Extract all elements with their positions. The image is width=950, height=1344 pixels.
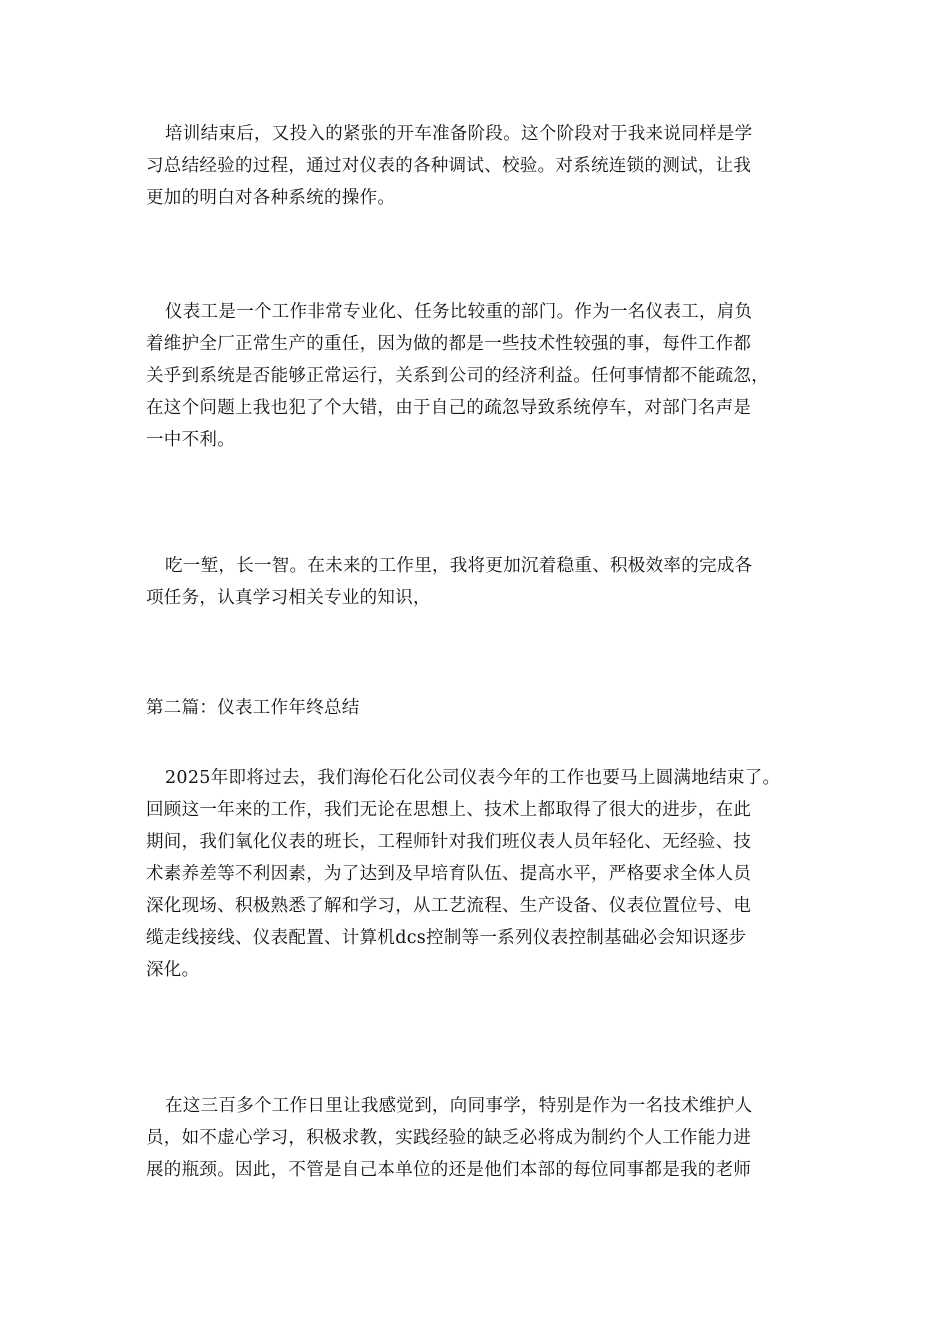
text-line: 深化。: [146, 960, 200, 980]
section-title: 第二篇：仪表工作年终总结: [146, 698, 360, 718]
text-line: 仪表工是一个工作非常专业化、任务比较重的部门。作为一名仪表工，肩负: [165, 302, 753, 322]
text-line: 培训结束后，又投入的紧张的开车准备阶段。这个阶段对于我来说同样是学: [165, 124, 753, 144]
text-line: 缆走线接线、仪表配置、计算机dcs控制等一系列仪表控制基础必会知识逐步: [146, 928, 747, 948]
text-line: 展的瓶颈。因此，不管是自己本单位的还是他们本部的每位同事都是我的老师: [146, 1160, 752, 1180]
text-line: 项任务，认真学习相关专业的知识，: [146, 588, 431, 608]
text-line: 2025年即将过去，我们海伦石化公司仪表今年的工作也要马上圆满地结束了。: [165, 768, 781, 788]
text-line: 在这三百多个工作日里让我感觉到，向同事学，特别是作为一名技术维护人: [165, 1096, 753, 1116]
text-line: 关乎到系统是否能够正常运行，关系到公司的经济利益。任何事情都不能疏忽，: [146, 366, 769, 386]
text-line: 吃一堑，长一智。在未来的工作里，我将更加沉着稳重、积极效率的完成各: [165, 556, 753, 576]
paragraph-lesson-learned: [146, 550, 806, 614]
text-line: 一中不利。: [146, 430, 235, 450]
text-line: 深化现场、积极熟悉了解和学习，从工艺流程、生产设备、仪表位置位号、电: [146, 896, 752, 916]
text-line: 期间，我们氧化仪表的班长，工程师针对我们班仪表人员年轻化、无经验、技: [146, 832, 752, 852]
paragraph-training-end: [146, 118, 806, 214]
text-line: 习总结经验的过程，通过对仪表的各种调试、校验。对系统连锁的测试，让我: [146, 156, 752, 176]
text-line: 更加的明白对各种系统的操作。: [146, 188, 396, 208]
text-line: 在这个问题上我也犯了个大错，由于自己的疏忽导致系统停车，对部门名声是: [146, 398, 752, 418]
paragraph-learning-from-colleagues: [146, 1090, 806, 1186]
paragraph-year-review: [146, 762, 806, 986]
text-line: 回顾这一年来的工作，我们无论在思想上、技术上都取得了很大的进步，在此: [146, 800, 752, 820]
text-line: 员，如不虚心学习，积极求教，实践经验的缺乏必将成为制约个人工作能力进: [146, 1128, 752, 1148]
paragraph-instrument-worker: [146, 296, 806, 456]
section-heading: [146, 692, 806, 724]
text-line: 着维护全厂正常生产的重任，因为做的都是一些技术性较强的事，每件工作都: [146, 334, 752, 354]
text-line: 术素养差等不利因素，为了达到及早培育队伍、提高水平，严格要求全体人员: [146, 864, 752, 884]
